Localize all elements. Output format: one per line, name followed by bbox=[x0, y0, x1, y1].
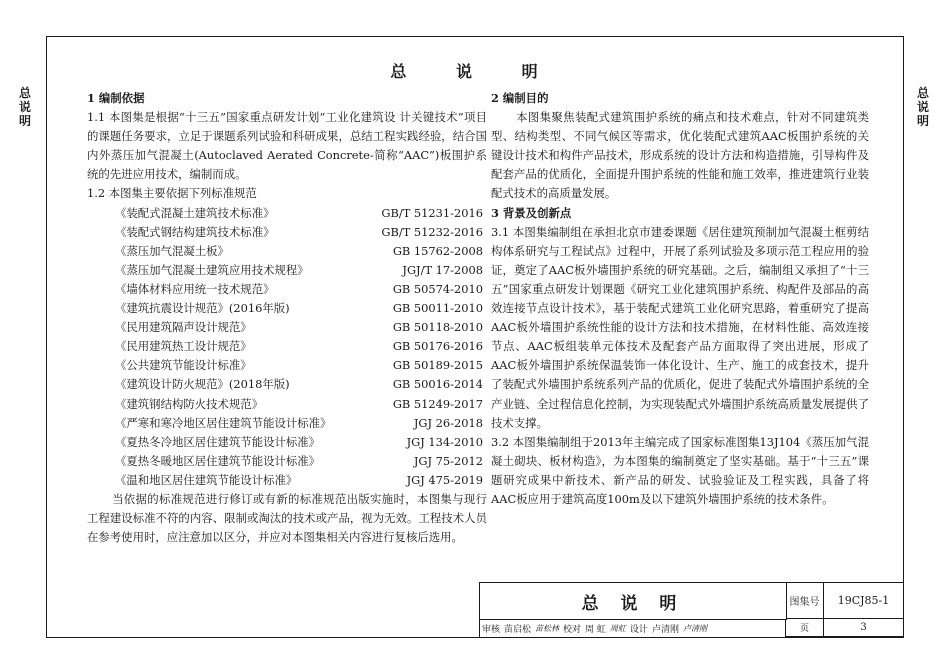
standard-code: JGJ 134-2010 bbox=[406, 434, 483, 449]
standard-item bbox=[87, 452, 487, 471]
standard-item bbox=[87, 242, 487, 261]
standard-name: 《夏热冬冷地区居住建筑节能设计标准》 bbox=[115, 434, 321, 449]
standard-code: JGJ/T 17-2008 bbox=[402, 262, 483, 277]
reviewer-name: 苗启松 bbox=[504, 624, 532, 635]
standard-name: 《装配式混凝土建筑技术标准》 bbox=[115, 205, 275, 220]
drawing-frame bbox=[46, 36, 904, 638]
design-label: 设计 bbox=[629, 624, 648, 635]
standard-code: JGJ 475-2019 bbox=[406, 472, 483, 487]
title-block-name: 总 说 明 bbox=[480, 583, 787, 620]
standard-name: 《公共建筑节能设计标准》 bbox=[115, 358, 252, 373]
standard-code: GB 50189-2015 bbox=[392, 358, 483, 373]
standard-item bbox=[87, 414, 487, 433]
right-column bbox=[491, 89, 869, 509]
designer-name: 卢清刚 bbox=[651, 624, 679, 635]
standard-item bbox=[87, 356, 487, 375]
paragraph-note: 当依据的标准规范进行修订或有新的标准规范出版实施时，本图集与现行工程建设标准不符的内容、限制或淘汰的技术或产品，视为无效。工程技术人员在参考使用时，应注意加以区分，并应对本图集相关内容进行复核后选用。 bbox=[87, 491, 487, 545]
page-label: 页 bbox=[786, 619, 824, 637]
section-heading-purpose: 2 编制目的 bbox=[491, 91, 549, 105]
standard-code: GB/T 51231-2016 bbox=[381, 205, 483, 220]
standard-code: GB 15762-2008 bbox=[392, 243, 483, 258]
section-heading-background: 3 背景及创新点 bbox=[491, 205, 572, 220]
standard-code: GB 50574-2010 bbox=[392, 281, 483, 296]
side-label-right: 总 说 明 bbox=[916, 86, 929, 128]
standard-code: JGJ 26-2018 bbox=[413, 415, 483, 430]
approval-row bbox=[480, 619, 786, 637]
paragraph-3-2: 3.2 本图集编制组于2013年主编完成了国家标准图集13J104《蒸压加气混凝土砌块、板材构造》，为本图集的编制奠定了坚实基础。基于“十三五”课题研究成果中新技术、新产品的研发、试验验证及工程实践，具备了将AAC板应用于建筑高度100m及以下建筑外墙围护系统的技术条件。 bbox=[491, 434, 869, 506]
standard-code: JGJ 75-2012 bbox=[413, 453, 483, 468]
paragraph-1-2: 1.2 本图集主要依据下列标准规范 bbox=[87, 186, 257, 201]
standard-name: 《温和地区居住建筑节能设计标准》 bbox=[115, 472, 298, 487]
standards-list bbox=[87, 204, 487, 490]
standard-item bbox=[87, 280, 487, 299]
paragraph-3-1: 3.1 本图集编制组在承担北京市建委课题《居住建筑预制加气混凝土框剪结构体系研究与工程试点》过程中，开展了系列试验及多项示范工程应用的验证，奠定了AAC板外墙围护系统的研究基础。之后，编制组又承担了“十三五”国家重点研发计划课题《研究工业化建筑围护系统、构配件及部品的高效连接节点设计技术》，基于装配式建筑工业化研究思路，着重研究了提高AAC板外墙围护系统性能的设计方法和技术措施，在材料性能、高效连接节点、AAC板组装单元体技术及配套产品方面取得了突出进展，形成了AAC板外墙围护系统保温装饰一体化设计、生产、施工的成套技术，提升了装配式外墙围护系统系列产品的优质化，促进了装配式外墙围护系统的全产业链、全过程信息化控制，为实现装配式外墙围护系统高质量发展提供了技术支撑。 bbox=[491, 224, 869, 430]
standard-item bbox=[87, 261, 487, 280]
standard-code: GB 50118-2010 bbox=[392, 320, 483, 335]
paragraph-2: 本图集聚焦装配式建筑围护系统的痛点和技术难点，针对不同建筑类型、结构类型、不同气候区等需求，优化装配式建筑AAC板围护系统的关键设计技术和构件产品技术，形成系统的设计方法和构造措施，引导构件及配套产品的优质化，全面提升围护系统的性能和施工效率，推进建筑行业装配式技术的高质量发展。 bbox=[491, 110, 869, 201]
standard-item bbox=[87, 204, 487, 223]
set-number: 19CJ85-1 bbox=[824, 583, 904, 619]
standard-name: 《装配式钢结构建筑技术标准》 bbox=[115, 224, 275, 239]
standard-item bbox=[87, 318, 487, 337]
standard-code: GB/T 51232-2016 bbox=[381, 224, 483, 239]
check-label: 校对 bbox=[563, 624, 582, 635]
standard-name: 《墙体材料应用统一技术规范》 bbox=[115, 281, 275, 296]
standard-name: 《民用建筑隔声设计规范》 bbox=[115, 320, 252, 335]
standard-code: GB 50011-2010 bbox=[392, 301, 483, 316]
standard-item bbox=[87, 223, 487, 242]
checker-signature: 周虹 bbox=[609, 623, 626, 633]
checker-name: 周 虹 bbox=[585, 624, 606, 635]
standard-name: 《严寒和寒冷地区居住建筑节能设计标准》 bbox=[115, 415, 332, 430]
standard-name: 《蒸压加气混凝土板》 bbox=[115, 243, 229, 258]
review-label: 审核 bbox=[482, 624, 501, 635]
title-block bbox=[479, 582, 903, 637]
standard-name: 《建筑设计防火规范》(2018年版) bbox=[115, 377, 290, 392]
designer-signature: 卢清刚 bbox=[682, 623, 707, 633]
standard-code: GB 51249-2017 bbox=[392, 396, 483, 411]
paragraph-1-1: 1.1 本图集是根据“十三五”国家重点研发计划“工业化建筑设 计关键技术”项目的课题任务要求，立足于课题系列试验和科研成果，总结工程实践经验，结合国内外蒸压加气混凝土(Autoclaved Aerated Concrete-简称“AAC”)板围护系统的先进应用技术，编制而成。 bbox=[87, 110, 487, 182]
standard-item bbox=[87, 433, 487, 452]
side-label-left: 总 说 明 bbox=[18, 86, 31, 128]
section-heading-basis: 1 编制依据 bbox=[87, 91, 145, 105]
standard-name: 《民用建筑热工设计规范》 bbox=[115, 339, 252, 354]
standard-item bbox=[87, 395, 487, 414]
standard-item bbox=[87, 375, 487, 394]
standard-name: 《建筑抗震设计规范》(2016年版) bbox=[115, 301, 290, 316]
set-number-label: 图集号 bbox=[786, 583, 824, 619]
left-column bbox=[87, 89, 487, 547]
page-number: 3 bbox=[824, 619, 904, 637]
standard-item bbox=[87, 337, 487, 356]
standard-code: GB 50016-2014 bbox=[392, 377, 483, 392]
standard-name: 《建筑钢结构防火技术规范》 bbox=[115, 396, 264, 411]
page-title: 总 说 明 bbox=[390, 62, 560, 81]
standard-item bbox=[87, 471, 487, 490]
reviewer-signature: 苗松林 bbox=[535, 623, 560, 633]
standard-code: GB 50176-2016 bbox=[392, 339, 483, 354]
standard-item bbox=[87, 299, 487, 318]
standard-name: 《蒸压加气混凝土建筑应用技术规程》 bbox=[115, 262, 309, 277]
standard-name: 《夏热冬暖地区居住建筑节能设计标准》 bbox=[115, 453, 321, 468]
